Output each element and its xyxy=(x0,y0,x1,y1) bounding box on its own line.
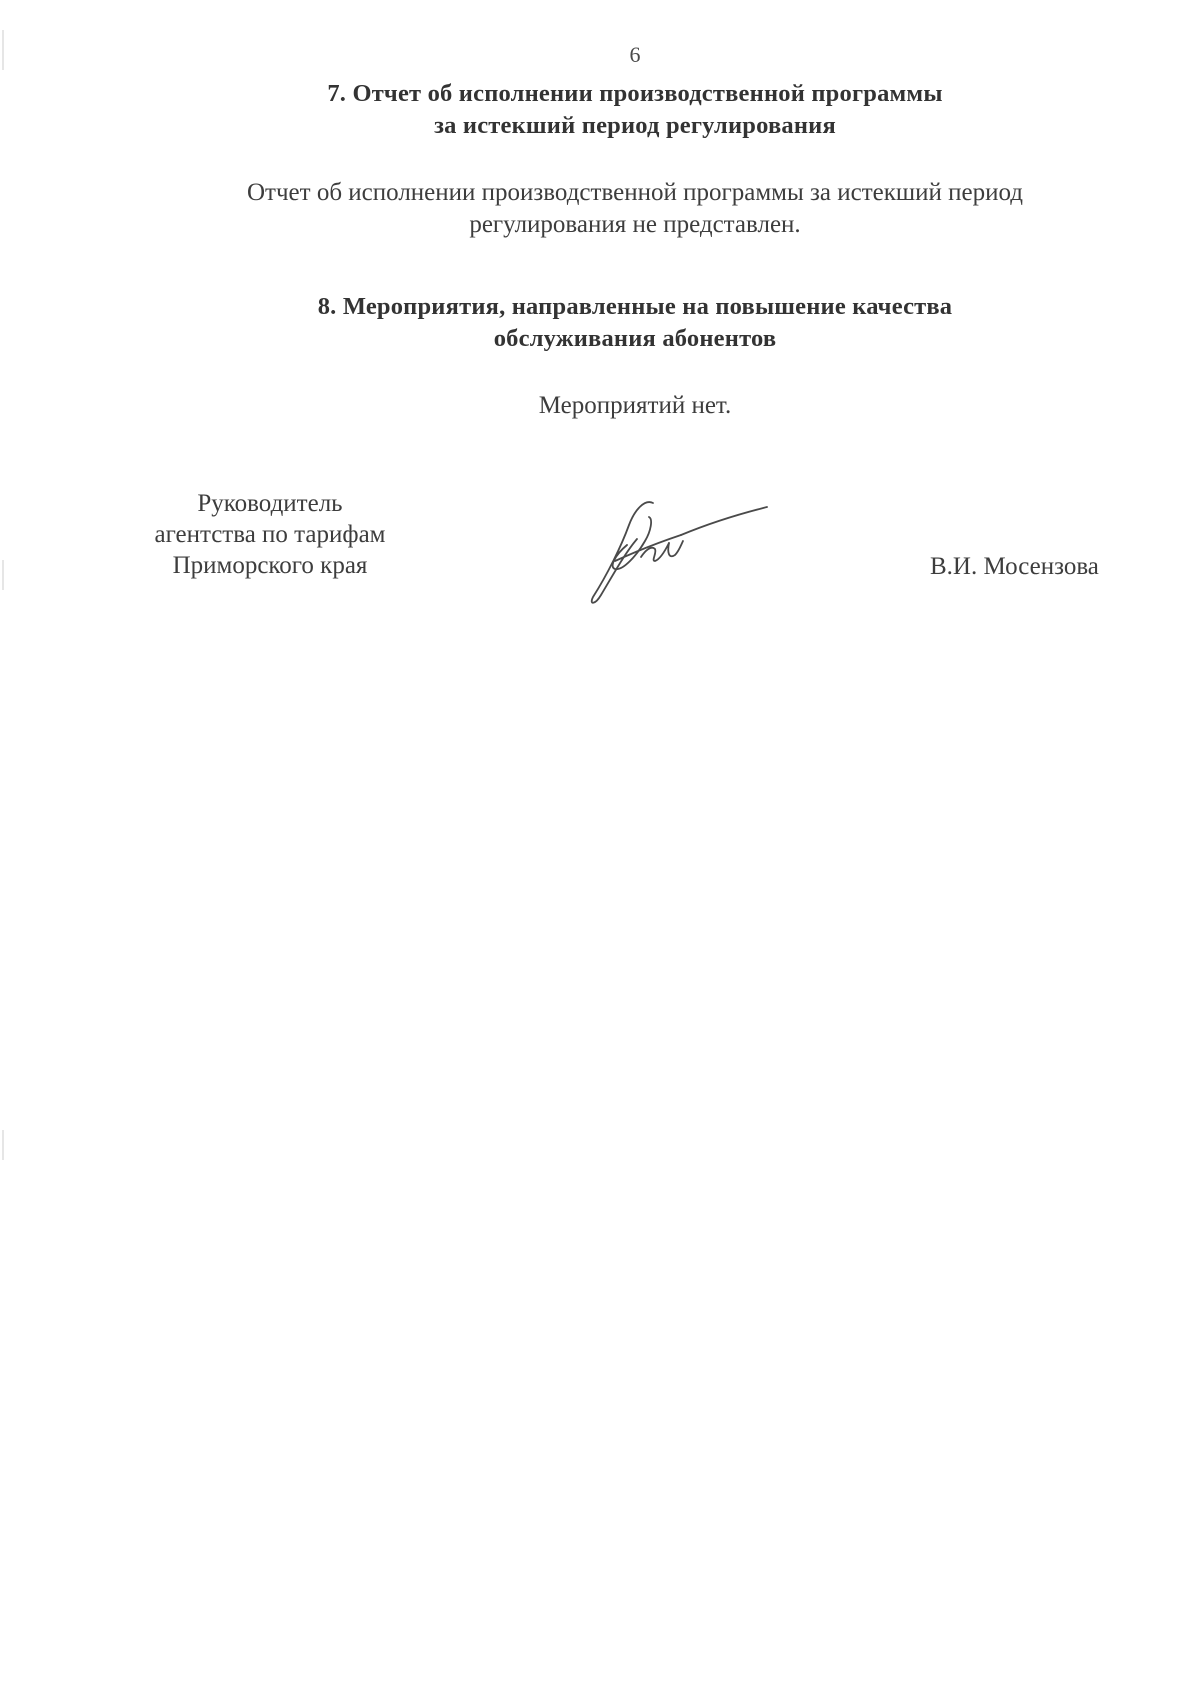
signatory-position-line-1: Руководитель xyxy=(197,490,343,517)
signatory-name: В.И. Мосензова xyxy=(930,553,1099,580)
section-7-heading-line-2: за истекший период регулирования xyxy=(434,112,836,139)
page-number: 6 xyxy=(629,42,641,67)
section-7-text-line-2: регулирования не представлен. xyxy=(469,211,801,238)
scan-edge-mark xyxy=(2,1130,4,1160)
section-7-text-line-1: Отчет об исполнении производственной программы за истекший период xyxy=(247,179,1023,206)
section-8-heading-line-2: обслуживания абонентов xyxy=(493,325,777,352)
section-7-heading-line-1: 7. Отчет об исполнении производственной программы xyxy=(327,80,943,107)
section-8-text xyxy=(0,390,1200,422)
section-8-heading-line-1: 8. Мероприятия, направленные на повышение качества xyxy=(317,293,953,320)
section-8-text-line: Мероприятий нет. xyxy=(538,392,732,419)
signatory-position-line-3: Приморского края xyxy=(172,552,368,579)
section-7-text xyxy=(0,177,1200,241)
signatory-position xyxy=(120,488,420,581)
section-7-heading xyxy=(0,78,1200,142)
scan-edge-mark xyxy=(2,560,4,590)
signatory-position-line-2: агентства по тарифам xyxy=(154,521,386,548)
section-8-heading xyxy=(0,291,1200,355)
handwritten-signature xyxy=(585,495,785,610)
